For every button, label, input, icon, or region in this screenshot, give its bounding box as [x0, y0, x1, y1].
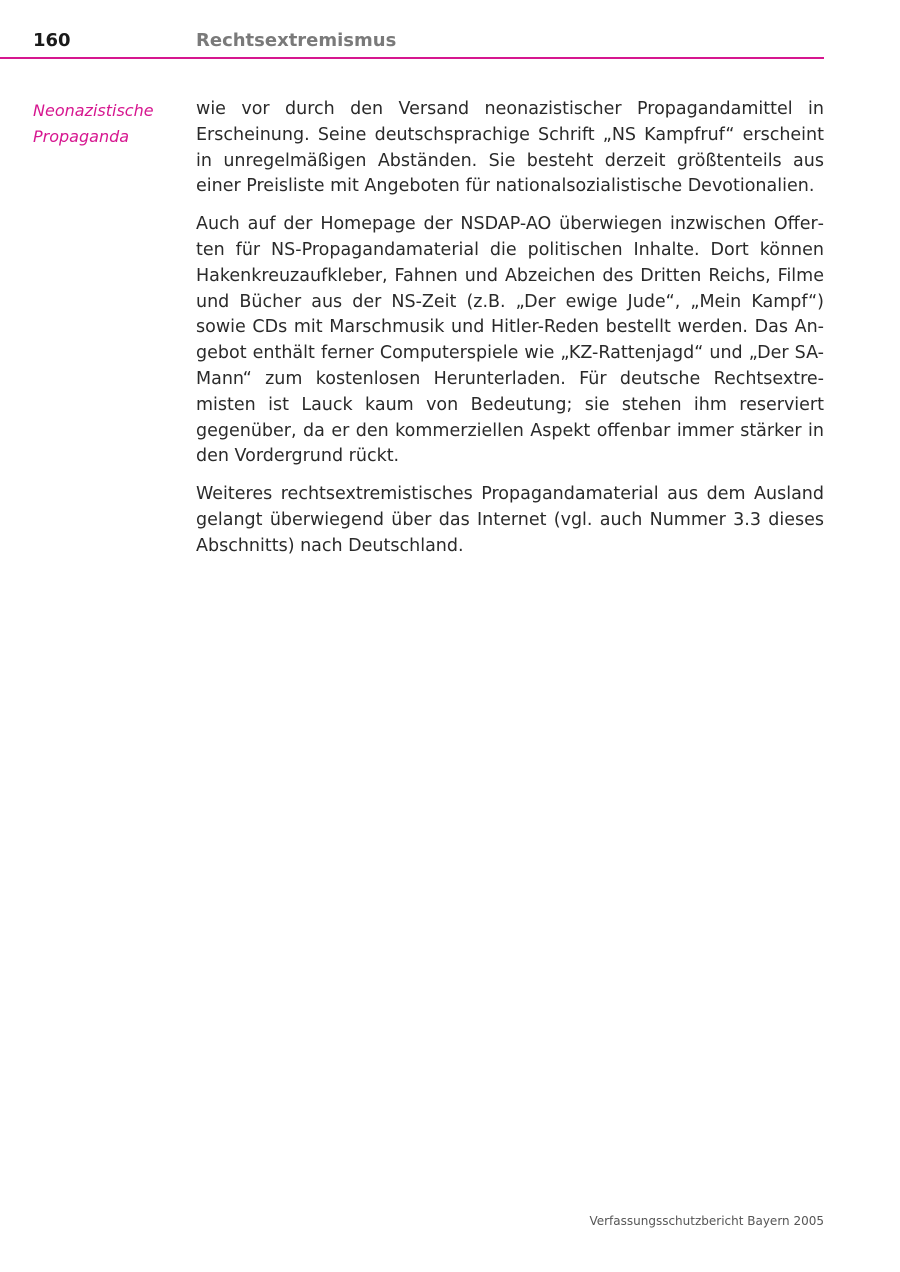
paragraph-1: wie vor durch den Versand neonazistischer Propagandamittel in Erscheinung. Seine deutschsprachige Schrift „NS Kampfruf“ erscheint in unregelmäßigen Abständen. Sie besteht derzeit größtenteils aus einer Preisliste mit Angeboten für nationalsozialistische Devotionalien.	[196, 99, 824, 197]
margin-note-line-1: Neonazistische	[33, 101, 154, 120]
footer-source: Verfassungsschutzbericht Bayern 2005	[589, 1214, 824, 1228]
margin-note-line-2: Propaganda	[33, 127, 130, 146]
chapter-title: Rechtsextremismus	[196, 30, 397, 51]
header-divider	[0, 57, 824, 59]
margin-note	[33, 98, 183, 150]
body-text	[196, 97, 824, 572]
page-number: 160	[33, 30, 71, 51]
paragraph-2: Auch auf der Homepage der NSDAP-AO überwiegen inzwischen Offerten für NS-Propagandamaterial die politischen Inhalte. Dort können Hakenkreuzaufkleber, Fahnen und Abzeichen des Dritten Reichs, Filme und Bücher aus der NS-Zeit (z.B. „Der ewige Jude“, „Mein Kampf“) sowie CDs mit Marschmusik und Hitler-Reden bestellt werden. Das Angebot enthält ferner Computerspiele wie „KZ-Rattenjagd“ und „Der SA-Mann“ zum kostenlosen Herunterladen. Für deutsche Rechtsextremisten ist Lauck kaum von Bedeutung; sie stehen ihm reserviert gegenüber, da er den kommerziellen Aspekt offenbar immer stärker in den Vordergrund rückt.	[196, 214, 824, 467]
paragraph-3: Weiteres rechtsextremistisches Propagandamaterial aus dem Ausland gelangt überwiegend über das Internet (vgl. auch Nummer 3.3 dieses Abschnitts) nach Deutschland.	[196, 484, 824, 556]
